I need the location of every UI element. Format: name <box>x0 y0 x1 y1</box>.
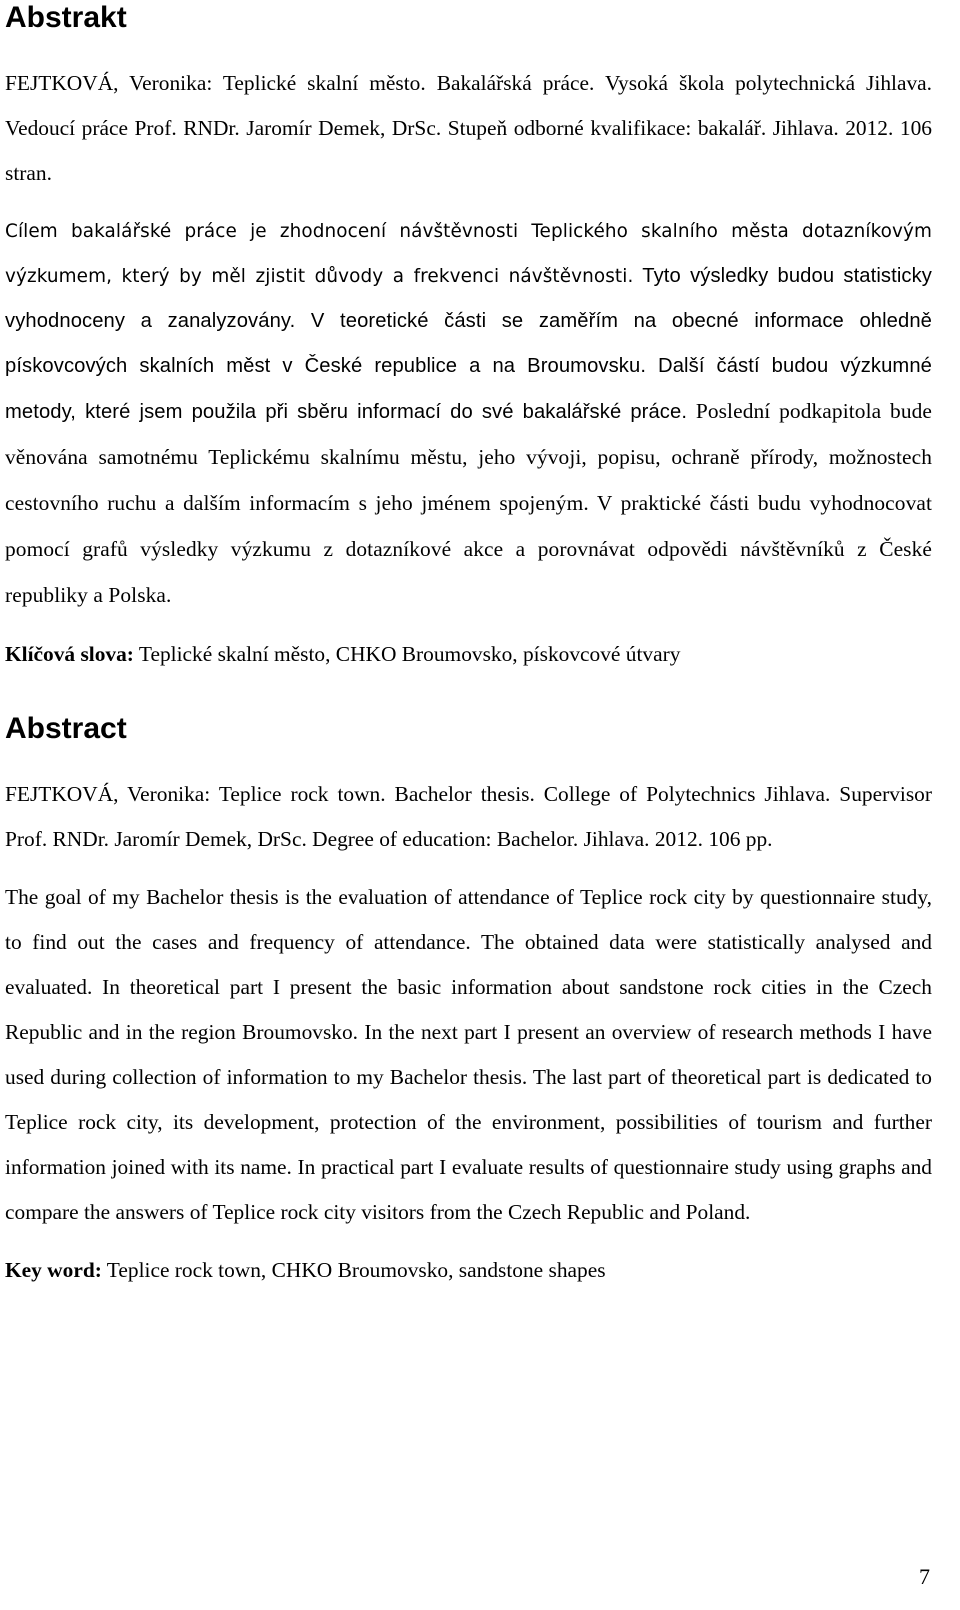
czech-abstract-part-2: Tyto výsledky budou statisticky vyhodnoceny a zanalyzovány. V teoretické části se zaměřím na obecné informace ohledně pískovcových skalních měst v České republice a na Broumovsku. Další částí budou výzkumné metody, které jsem použila při sběru informací do své bakalářské práce. <box>5 265 932 423</box>
page-number: 7 <box>919 1564 930 1589</box>
czech-keywords-label: Klíčová slova: <box>5 642 134 666</box>
czech-keywords-value: Teplické skalní město, CHKO Broumovsko, pískovcové útvary <box>133 642 681 666</box>
english-keywords <box>5 1248 932 1293</box>
english-abstract-heading: Abstract <box>5 712 127 745</box>
english-citation: FEJTKOVÁ, Veronika: Teplice rock town. Bachelor thesis. College of Polytechnics Jihlava. Supervisor Prof. RNDr. Jaromír Demek, DrSc. Degree of education: Bachelor. Jihlava. 2012. 106 pp. <box>5 782 932 851</box>
czech-abstract-part-1: Cílem bakalářské práce je zhodnocení návštěvnosti Teplického skalního města dotazníkovým výzkumem, který by měl zjistit důvody a frekvenci návštěvnosti. <box>5 221 932 287</box>
document-page <box>5 0 932 1293</box>
czech-keywords <box>5 632 932 677</box>
czech-citation: FEJTKOVÁ, Veronika: Teplické skalní město. Bakalářská práce. Vysoká škola polytechnická Jihlava. Vedoucí práce Prof. RNDr. Jaromír Demek, DrSc. Stupeň odborné kvalifikace: bakalář. Jihlava. 2012. 106 stran. <box>5 71 932 185</box>
czech-abstract-part-3: Poslední podkapitola bude věnována samotnému Teplickému skalnímu městu, jeho vývoji, popisu, ochraně přírody, možnostech cestovního ruchu a dalším informacím s jeho jménem spojeným. V praktické části budu vyhodnocovat pomocí grafů výsledky výzkumu z dotazníkové akce a porovnávat odpovědi návštěvníků z České republiky a Polska. <box>5 399 932 607</box>
czech-abstract-heading: Abstrakt <box>5 1 127 34</box>
english-keywords-label: Key word: <box>5 1258 102 1282</box>
czech-abstract-text <box>5 209 932 619</box>
english-abstract-text: The goal of my Bachelor thesis is the evaluation of attendance of Teplice rock city by questionnaire study, to find out the cases and frequency of attendance. The obtained data were statistically analysed and evaluated. In theoretical part I present the basic information about sandstone rock cities in the Czech Republic and in the region Broumovsko. In the next part I present an overview of research methods I have used during collection of information to my Bachelor thesis. The last part of theoretical part is dedicated to Teplice rock city, its development, protection of the environment, possibilities of tourism and further information joined with its name. In practical part I evaluate results of questionnaire study using graphs and compare the answers of Teplice rock city visitors from the Czech Republic and Poland. <box>5 885 932 1224</box>
english-keywords-value: Teplice rock town, CHKO Broumovsko, sandstone shapes <box>101 1258 606 1282</box>
